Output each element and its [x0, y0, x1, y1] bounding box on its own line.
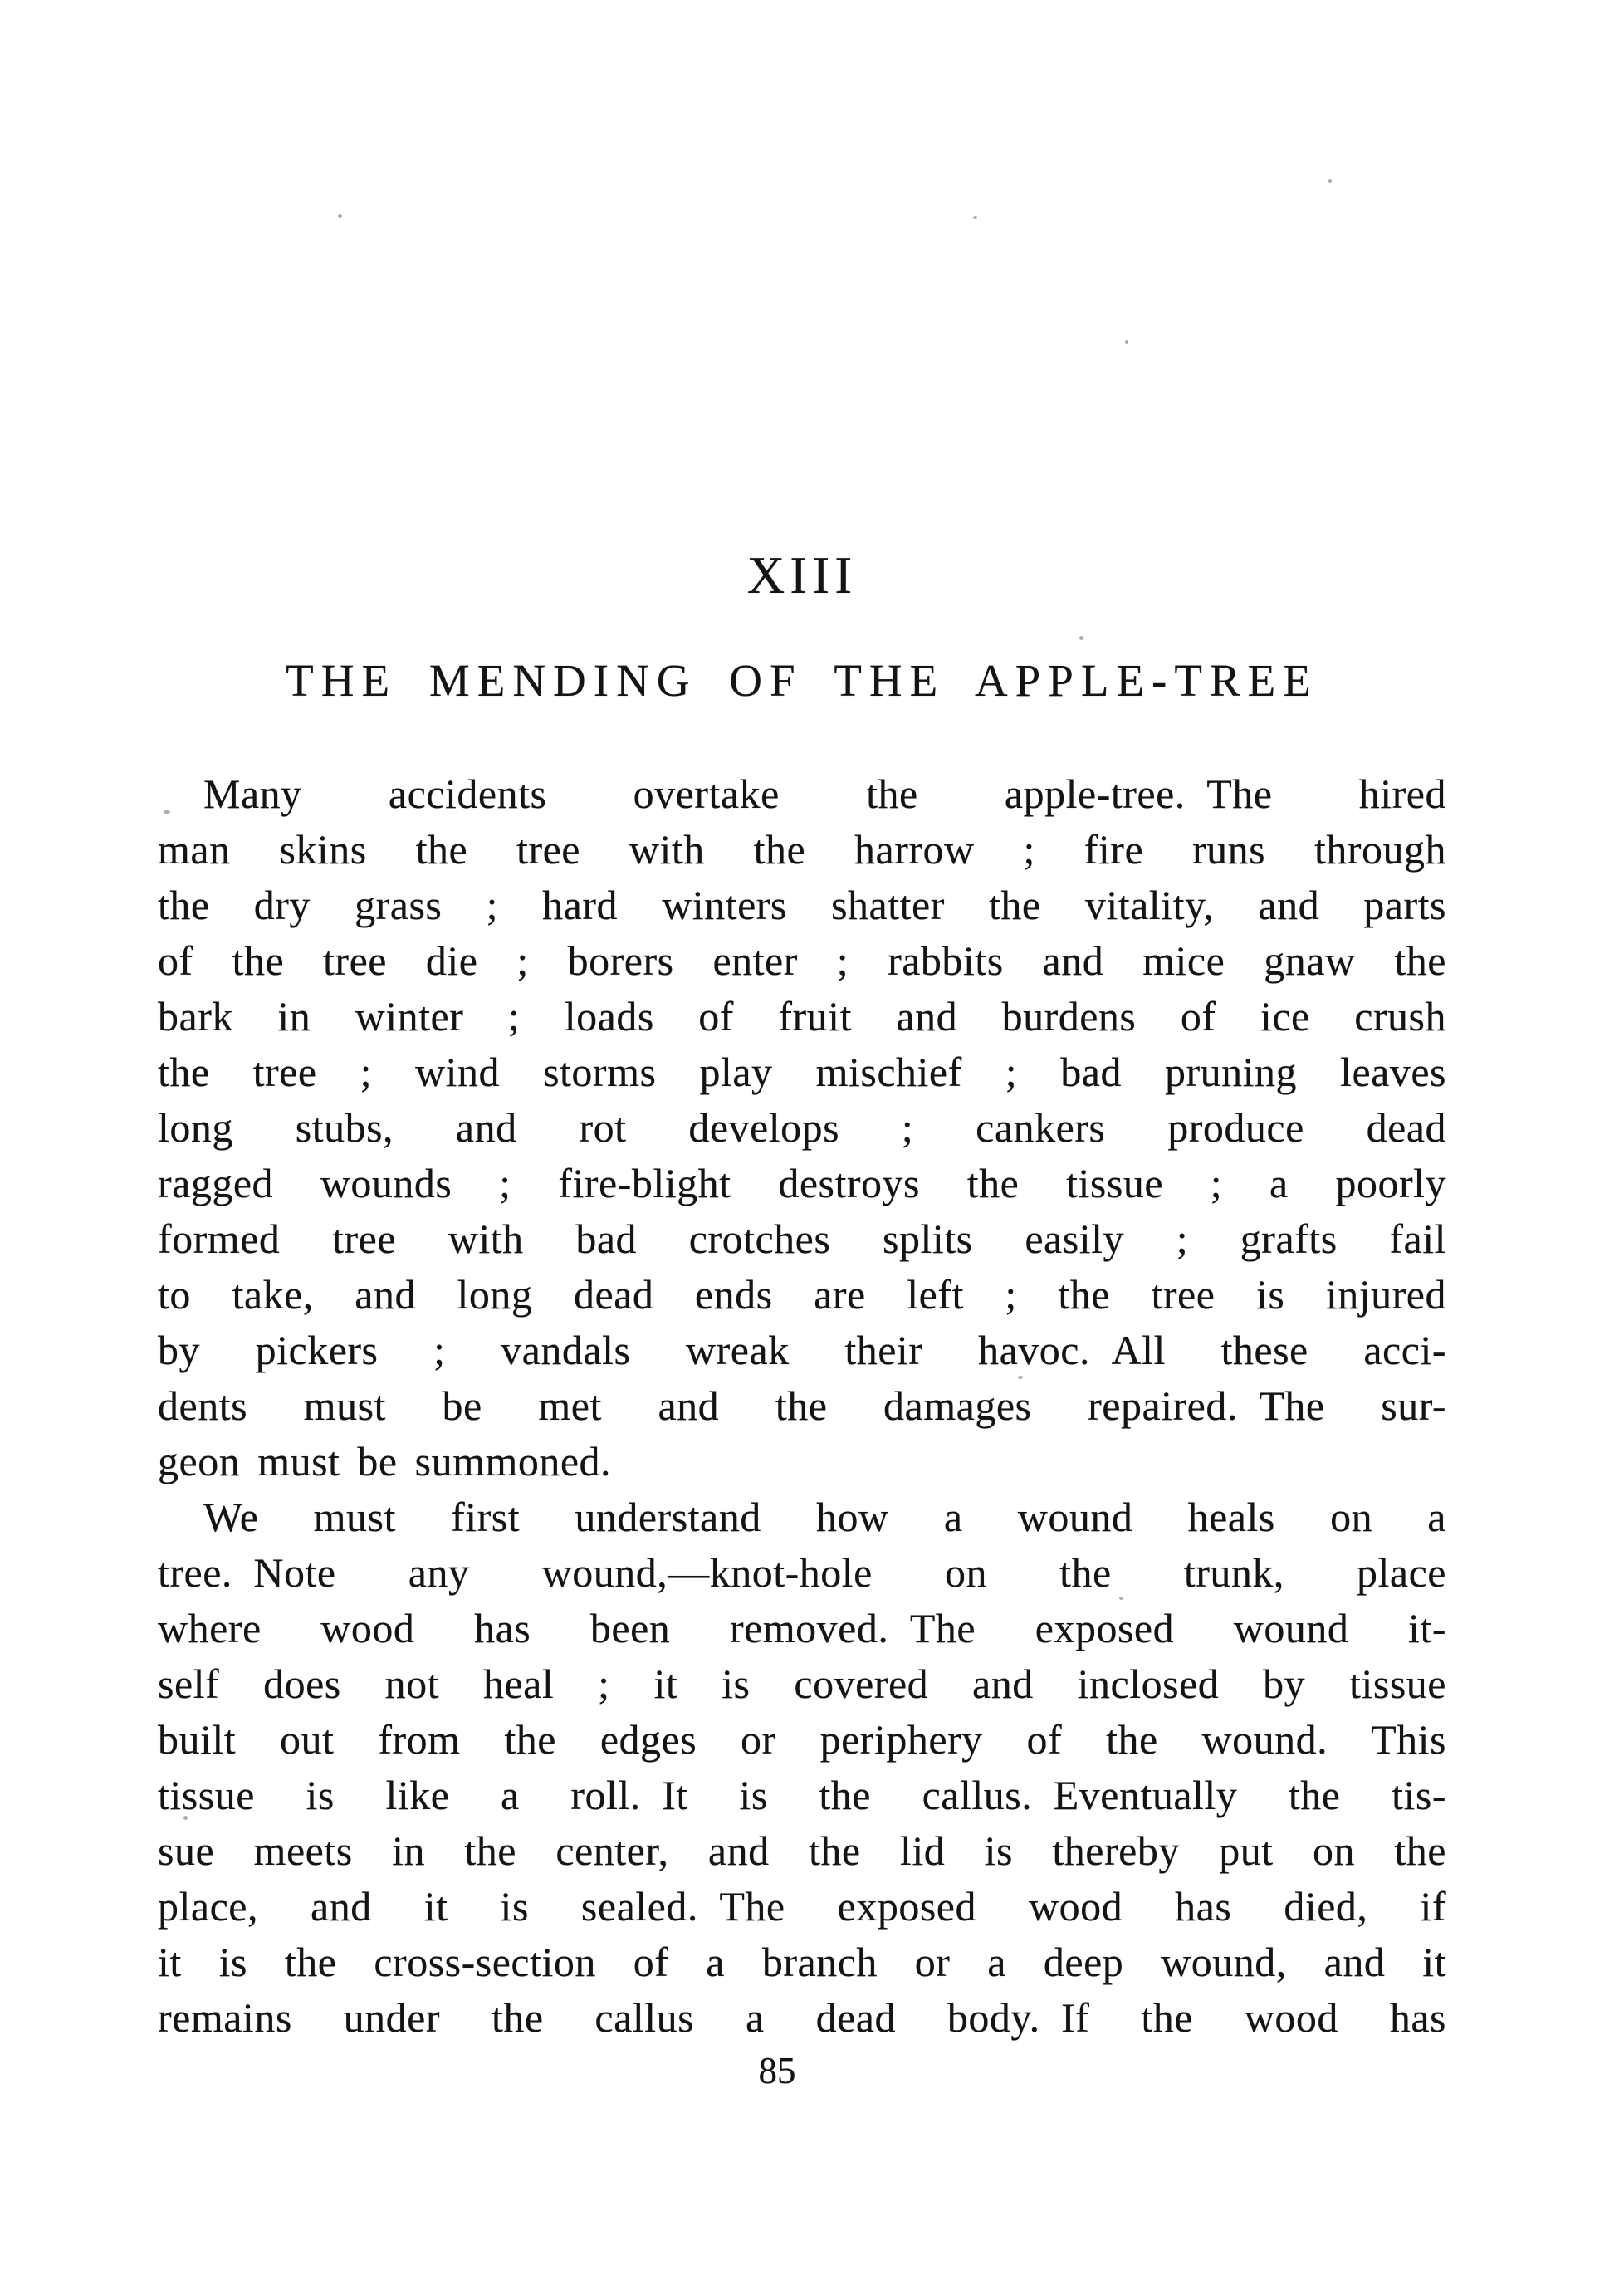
ink-speck: [1125, 340, 1128, 344]
ink-speck: [973, 216, 977, 219]
text-line: Many accidents overtake the apple-tree. The hired: [203, 770, 1446, 817]
chapter-title: THE MENDING OF THE APPLE-TREE: [286, 655, 1318, 706]
text-line: place, and it is sealed. The exposed wood has died, if: [158, 1883, 1446, 1930]
ink-speck: [338, 214, 342, 218]
text-line: dents must be met and the damages repaired. The sur-: [158, 1382, 1446, 1429]
text-line: We must first understand how a wound heals on a: [203, 1494, 1446, 1540]
text-line: built out from the edges or periphery of the wound. This: [158, 1716, 1446, 1763]
body-text: [158, 766, 1446, 2046]
text-line: sue meets in the center, and the lid is thereby put on the: [158, 1827, 1446, 1874]
ink-speck: [1328, 179, 1332, 183]
text-line: the dry grass ; hard winters shatter the vitality, and parts: [158, 882, 1446, 928]
text-line: bark in winter ; loads of fruit and burdens of ice crush: [158, 993, 1446, 1039]
chapter-number: XIII: [746, 546, 858, 604]
text-line: by pickers ; vandals wreak their havoc. All these acci-: [158, 1327, 1446, 1373]
text-line: the tree ; wind storms play mischief ; bad pruning leaves: [158, 1049, 1446, 1095]
ink-speck: [1018, 1376, 1023, 1379]
text-line: geon must be summoned.: [158, 1438, 612, 1484]
ink-speck: [183, 1816, 188, 1820]
text-line: to take, and long dead ends are left ; the tree is injured: [158, 1271, 1446, 1318]
text-line: of the tree die ; borers enter ; rabbits and mice gnaw the: [158, 937, 1446, 984]
text-line: long stubs, and rot develops ; cankers produce dead: [158, 1104, 1446, 1151]
text-line: tree. Note any wound,—knot-hole on the trunk, place: [158, 1549, 1446, 1596]
page-number: 85: [758, 2050, 796, 2091]
text-line: ragged wounds ; fire-blight destroys the tissue ; a poorly: [158, 1160, 1446, 1206]
ink-speck: [164, 810, 170, 814]
text-line: man skins the tree with the harrow ; fire runs through: [158, 826, 1446, 873]
text-line: remains under the callus a dead body. If the wood has: [158, 1994, 1446, 2041]
text-line: formed tree with bad crotches splits easily ; grafts fail: [158, 1215, 1446, 1262]
ink-speck: [1079, 636, 1083, 640]
ink-speck: [1119, 1597, 1123, 1600]
text-line: self does not heal ; it is covered and inclosed by tissue: [158, 1661, 1446, 1707]
text-line: it is the cross-section of a branch or a deep wound, and it: [158, 1939, 1446, 1985]
text-line: where wood has been removed. The exposed wound it-: [158, 1605, 1446, 1651]
text-line: tissue is like a roll. It is the callus. Eventually the tis-: [158, 1772, 1446, 1818]
